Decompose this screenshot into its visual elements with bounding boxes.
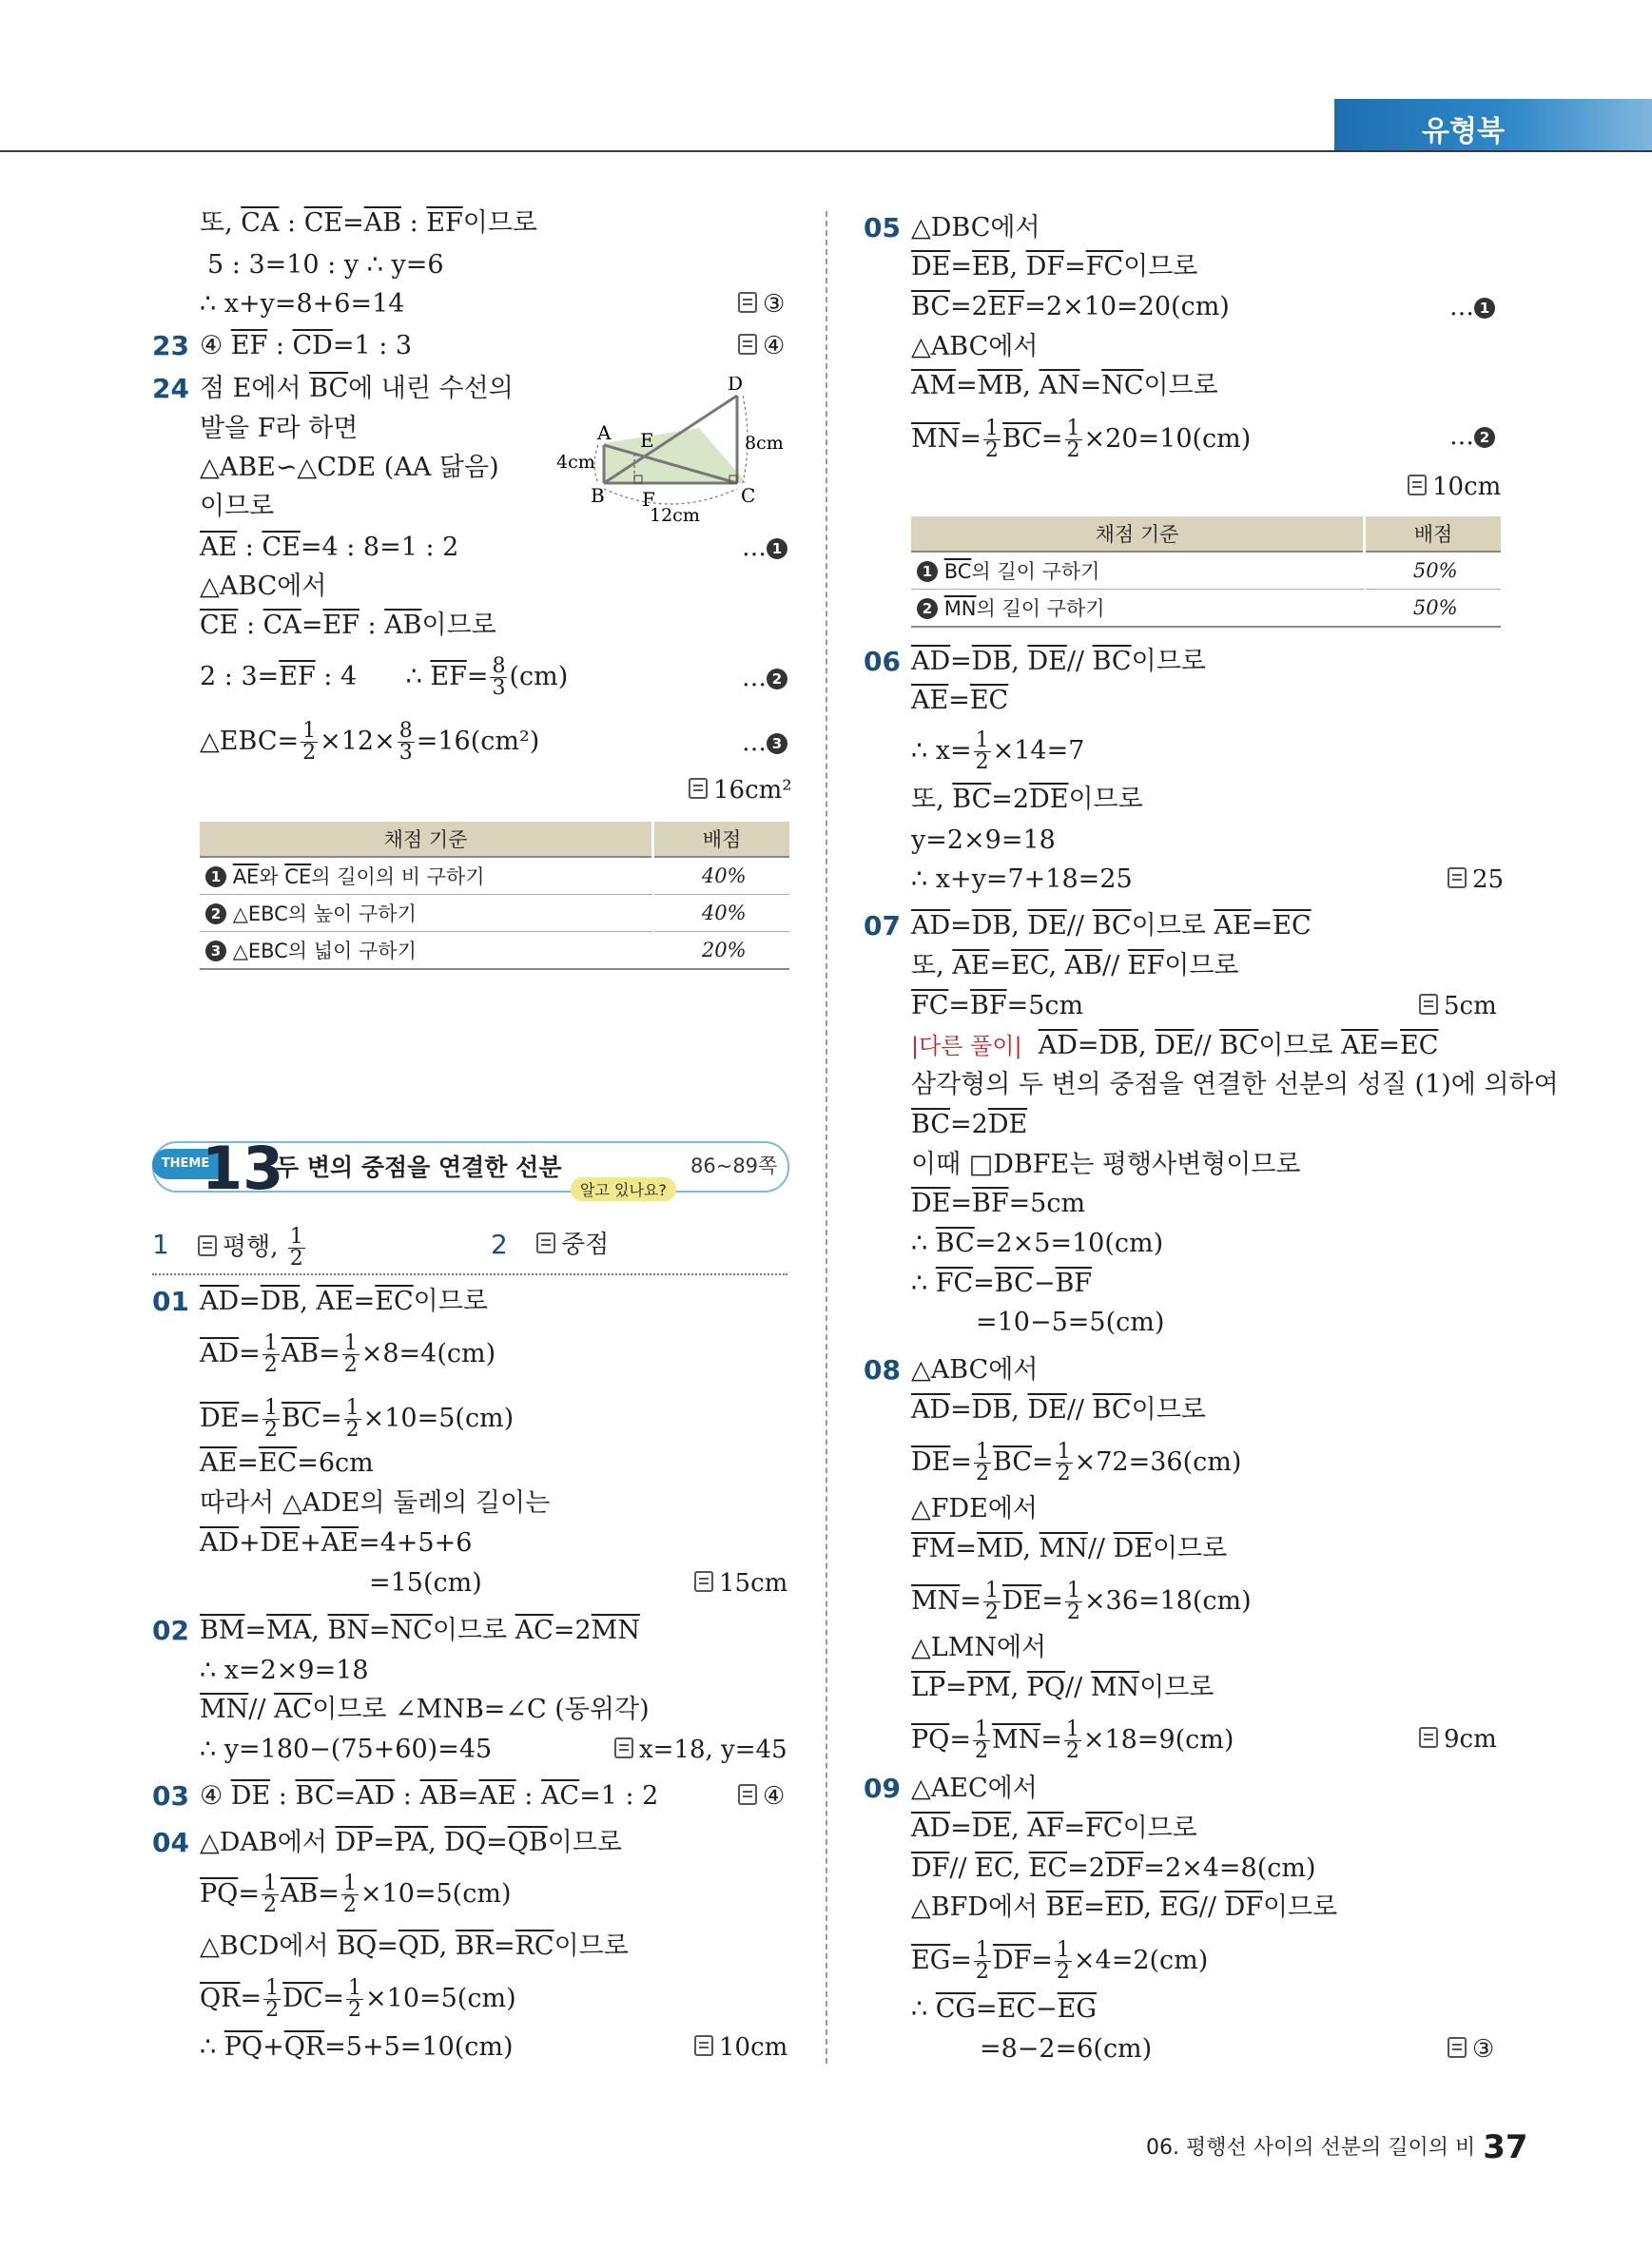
step-marker-3: … 3 [742, 728, 787, 757]
p08-line9: $\overline{PQ}=$ $\frac{1}{2}$ $\overline{MN}=$ $\frac{1}{2}$ ×18=9(cm) [911, 1717, 1234, 1763]
p07-line5: 삼각형의 두 변의 중점을 연결한 선분의 성질 (1)에 의하여 [911, 1070, 1559, 1099]
p02-answer: x=18, y=45 [614, 1734, 787, 1766]
p06-line4: 또, $\overline{BC}=2\overline{DE}$이므로 [911, 785, 1143, 814]
p09-line1: △AEC에서 [911, 1774, 1038, 1803]
alt-solution-label: |다른 풀이| [911, 1033, 1022, 1059]
p08-line5: $\overline{FM}=\overline{MD}$, $\overline{MN}//$ $\overline{DE}$이므로 [911, 1534, 1228, 1563]
score-header-criteria: 채점 기준 [911, 516, 1365, 552]
p08-line7: △LMN에서 [911, 1633, 1047, 1662]
p23-answer: ④ [738, 330, 785, 362]
problem-number: 07 [864, 910, 901, 941]
p02-line3: $\overline{MN}//$ $\overline{AC}$이므로 ∠MNB=∠C (동위각) [200, 1695, 650, 1724]
problem-number: 24 [152, 373, 189, 404]
p09-line4: △BFD에서 $\overline{BE}=\overline{ED}$, $\overline{EG}//$ $\overline{DF}$이므로 [911, 1892, 1338, 1922]
p07-line8: $\overline{DE}=\overline{BF}=5cm$ [911, 1189, 1086, 1218]
p01-line2: $\overline{AD}=$ $\frac{1}{2}$ $\overline{AB}=$ $\frac{1}{2}$ ×8=4(cm) [200, 1331, 496, 1377]
problem-number: 01 [152, 1286, 189, 1317]
table-row: 1 $\overline{AE}$와 $\overline{CE}$의 길이의 비 구하기 40% [200, 857, 789, 895]
scoring-table-24 [200, 822, 789, 970]
label-cd-length: 8cm [745, 433, 784, 454]
p23-text: ④ $\overline{EF}$ : $\overline{CD}=1$ : 3 [200, 331, 413, 360]
table-row: 2 △EBC의 높이 구하기 40% [200, 895, 789, 932]
p05-answer: 10cm [1408, 471, 1501, 503]
p24-figure [556, 377, 794, 529]
p04-line4: $\overline{QR}=$ $\frac{1}{2}$ $\overline{DC}=$ $\frac{1}{2}$ ×10=5(cm) [200, 1976, 516, 2022]
label-b: B [591, 484, 605, 507]
p09-line3: $\overline{DF}//$ $\overline{EC}$, $\overline{EC}=2\overline{DF}=2\times 4=8(cm)$ [911, 1853, 1316, 1883]
step-marker-1: … 1 [1449, 293, 1495, 321]
q2-answer: 중점 [536, 1229, 609, 1261]
label-bc-length: 12cm [650, 505, 700, 526]
p24-line1: 점 E에서 $\overline{BC}$에 내린 수선의 [200, 374, 514, 403]
problem-number: 23 [152, 330, 189, 361]
p02-line2: ∴ x=2×9=18 [200, 1656, 369, 1685]
label-e: E [640, 429, 654, 452]
p07-line9: ∴ $\overline{BC}=2\times 5=10(cm)$ [911, 1229, 1164, 1258]
concept-number: 1 [152, 1229, 169, 1260]
p08-answer: 9cm [1419, 1723, 1497, 1756]
p05-line2: $\overline{DE}=\overline{EB}$, $\overline{DF}=\overline{FC}$이므로 [911, 252, 1198, 281]
p06-line6: ∴ x+y=7+18=25 [911, 864, 1133, 894]
answer-icon [738, 334, 757, 355]
q1-answer: 평행, $\frac{1}{2}$ [198, 1227, 307, 1270]
answer-icon [1448, 867, 1467, 888]
p24-line7: $\overline{CE}$ : $\overline{CA}=\overline{EF}$ : $\overline{AB}$이므로 [200, 611, 496, 640]
answer-icon [1419, 994, 1438, 1015]
table-row: 1 $\overline{BC}$의 길이 구하기 50% [911, 552, 1501, 590]
p07-line7: 이때 □DBFE는 평행사변형이므로 [911, 1150, 1301, 1179]
label-a: A [597, 421, 612, 444]
answer-icon [536, 1232, 555, 1253]
table-row: 2 $\overline{MN}$의 길이 구하기 50% [911, 590, 1501, 628]
p05-line3: $\overline{BC}=2\overline{EF}=2\times 10=20(cm)$ [911, 292, 1230, 321]
step-marker-2: … 2 [1449, 422, 1495, 451]
p24-line6: △ABC에서 [200, 572, 327, 601]
p08-line6: $\overline{MN}=$ $\frac{1}{2}$ $\overline{DE}=$ $\frac{1}{2}$ ×36=18(cm) [911, 1579, 1252, 1624]
page-footer [1146, 2128, 1528, 2166]
p24-line2: 발을 F라 하면 [200, 414, 359, 443]
p22-line3: ∴ x+y=8+6=14 [200, 289, 405, 319]
theme-know-badge: 알고 있나요? [571, 1177, 676, 1201]
p08-line2: $\overline{AD}=\overline{DB}$, $\overline{DE}//$ $\overline{BC}$이므로 [911, 1395, 1206, 1425]
theme-tag: THEME [152, 1149, 219, 1179]
p24-line8: 2 : $3=\overline{EF}$ : 4 ∴ $\overline{EF}=$ $\frac{8}{3}$ (cm) [200, 654, 569, 700]
p24-line4: 이므로 [200, 492, 275, 521]
p01-answer: 15cm [694, 1567, 787, 1600]
p06-line5: y=2×9=18 [911, 825, 1056, 855]
p09-answer: ③ [1448, 2033, 1494, 2066]
p01-line5: 따라서 △ADE의 둘레의 길이는 [200, 1488, 551, 1518]
footer-chapter: 06. 평행선 사이의 선분의 길이의 비 [1146, 2136, 1476, 2160]
concept-number: 2 [491, 1229, 508, 1260]
p08-line1: △ABC에서 [911, 1355, 1039, 1385]
p09-line2: $\overline{AD}=\overline{DE}$, $\overline{AF}=\overline{FC}$이므로 [911, 1814, 1197, 1843]
answer-icon [1408, 475, 1427, 495]
step-marker-1: … 1 [742, 534, 787, 562]
p07-line11: =10−5=5(cm) [976, 1308, 1165, 1337]
answer-icon [694, 1571, 713, 1592]
column-divider [826, 211, 827, 2064]
p07-line6: $\overline{BC}=2\overline{DE}$ [911, 1110, 1028, 1139]
problem-number: 04 [152, 1827, 189, 1858]
p24-line5: $\overline{AE}$ : $\overline{CE}=4$ : 8=1 : 2 [200, 533, 459, 562]
p01-line3: $\overline{DE}=$ $\frac{1}{2}$ $\overline{BC}=$ $\frac{1}{2}$ ×10=5(cm) [200, 1396, 515, 1442]
p01-line6: $\overline{AD}+\overline{DE}+\overline{AE}=4+5+6$ [200, 1528, 473, 1558]
answer-icon [1448, 2037, 1467, 2058]
p08-line8: $\overline{LP}=\overline{PM}$, $\overline{PQ}//$ $\overline{MN}$이므로 [911, 1673, 1215, 1702]
theme-number: 13 [202, 1134, 284, 1203]
answer-icon [694, 2035, 713, 2056]
problem-number: 05 [864, 212, 901, 243]
table-row: 3 △EBC의 넓이 구하기 20% [200, 932, 789, 970]
theme-banner [152, 1134, 787, 1203]
p04-line5: ∴ $\overline{PQ}+\overline{QR}=5+5=10(cm)$ [200, 2032, 514, 2062]
p02-line4: ∴ y=180−(75+60)=45 [200, 1735, 493, 1764]
p22-line2: 5 : 3=10 : y ∴ y=6 [207, 250, 444, 280]
label-c: C [741, 484, 756, 507]
problem-number: 02 [152, 1615, 189, 1646]
label-d: D [728, 377, 744, 395]
p03-answer: ④ [738, 1780, 785, 1813]
p07-line4: |다른 풀이| $\overline{AD}=\overline{DB}$, $\overline{DE}//$ $\overline{BC}$이므로 $\overline{AE}=\overline{EC}$ [911, 1031, 1439, 1060]
page-number: 37 [1483, 2128, 1528, 2166]
score-header-criteria: 채점 기준 [200, 822, 653, 857]
p22-line1: 또, $\overline{CA}$ : $\overline{CE}=\overline{AB}$ : $\overline{EF}$이므로 [200, 208, 537, 238]
p09-line7: =8−2=6(cm) [980, 2034, 1153, 2064]
p01-line1: $\overline{AD}=\overline{DB}$, $\overline{AE}=\overline{EC}$이므로 [200, 1287, 488, 1316]
p04-line2: $\overline{PQ}=$ $\frac{1}{2}$ $\overline{AB}=$ $\frac{1}{2}$ ×10=5(cm) [200, 1872, 512, 1917]
p06-line1: $\overline{AD}=\overline{DB}$, $\overline{DE}//$ $\overline{BC}$이므로 [911, 647, 1206, 676]
scoring-table-05 [911, 516, 1501, 628]
p06-answer: 25 [1448, 864, 1504, 896]
problem-number: 09 [864, 1773, 901, 1804]
p08-line3: $\overline{DE}=$ $\frac{1}{2}$ $\overline{BC}=$ $\frac{1}{2}$ ×72=36(cm) [911, 1440, 1242, 1485]
p07-line3: $\overline{FC}=\overline{BF}=5cm$ [911, 991, 1084, 1020]
answer-icon [738, 1784, 757, 1805]
book-tab [1334, 99, 1652, 150]
score-header-points: 배점 [653, 822, 790, 857]
p01-line7: =15(cm) [369, 1568, 482, 1598]
p07-line1: $\overline{AD}=\overline{DB}$, $\overline{DE}//$ $\overline{BC}$이므로 $\overline{AE}=\overline{EC}$ [911, 911, 1312, 941]
theme-title: 두 변의 중점을 연결한 선분 [276, 1154, 562, 1181]
p01-line4: $\overline{AE}=\overline{EC}=6cm$ [200, 1448, 374, 1478]
p06-line3: ∴ x= $\frac{1}{2}$ ×14=7 [911, 728, 1085, 774]
problem-number: 08 [864, 1354, 901, 1386]
answer-icon [738, 292, 757, 313]
problem-number: 06 [864, 646, 901, 677]
answer-icon [614, 1737, 633, 1758]
p22-answer: ③ [738, 288, 785, 320]
p04-line3: △BCD에서 $\overline{BQ}=\overline{QD}$, $\overline{BR}=\overline{RC}$이므로 [200, 1931, 629, 1961]
answer-icon [198, 1235, 217, 1256]
step-marker-2: … 2 [742, 664, 787, 692]
p05-line4: △ABC에서 [911, 332, 1039, 361]
p24-line3: △ABE∽△CDE (AA 닮음) [200, 453, 499, 482]
answer-icon [689, 778, 708, 799]
problem-number: 03 [152, 1780, 189, 1812]
p07-line2: 또, $\overline{AE}=\overline{EC}$, $\overline{AB}//$ $\overline{EF}$이므로 [911, 951, 1239, 980]
p05-line5: $\overline{AM}=\overline{MB}$, $\overline{AN}=\overline{NC}$이므로 [911, 371, 1218, 400]
p24-line9: △EBC= $\frac{1}{2}$ ×12× $\frac{8}{3}$ =16(cm²) [200, 719, 540, 765]
label-f: F [642, 488, 655, 511]
p02-line1: $\overline{BM}=\overline{MA}$, $\overline{BN}=\overline{NC}$이므로 $\overline{AC}=2\overline{MN}$ [200, 1616, 640, 1645]
p09-line5: $\overline{EG}=$ $\frac{1}{2}$ $\overline{DF}=$ $\frac{1}{2}$ ×4=2(cm) [911, 1938, 1209, 1984]
p05-line6: $\overline{MN}=$ $\frac{1}{2}$ $\overline{BC}=$ $\frac{1}{2}$ ×20=10(cm) [911, 417, 1252, 462]
theme-pages: 86~89쪽 [690, 1155, 778, 1177]
p04-line1: △DAB에서 $\overline{DP}=\overline{PA}$, $\overline{DQ}=\overline{QB}$이므로 [200, 1828, 622, 1857]
score-header-points: 배점 [1365, 516, 1502, 552]
book-tab-label: 유형북 [1422, 115, 1505, 148]
p07-line10: ∴ $\overline{FC}=\overline{BC}-\overline{BF}$ [911, 1269, 1093, 1298]
p06-line2: $\overline{AE}=\overline{EC}$ [911, 686, 1009, 715]
p07-answer: 5cm [1419, 990, 1497, 1022]
p24-answer: 16cm² [689, 774, 792, 806]
p08-line4: △FDE에서 [911, 1494, 1039, 1523]
answer-icon [1419, 1727, 1438, 1748]
p03-text: ④ $\overline{DE}$ : $\overline{BC}=\overline{AD}$ : $\overline{AB}=\overline{AE}$ : $\overline{AC}=1$ : 2 [200, 1781, 659, 1811]
p09-line6: ∴ $\overline{CG}=\overline{EC}-\overline{EG}$ [911, 1994, 1097, 2024]
dotted-separator [152, 1273, 787, 1275]
p04-answer: 10cm [694, 2031, 787, 2064]
label-ab-length: 4cm [556, 452, 595, 473]
header-rule [0, 150, 1652, 152]
p05-line1: △DBC에서 [911, 213, 1040, 243]
